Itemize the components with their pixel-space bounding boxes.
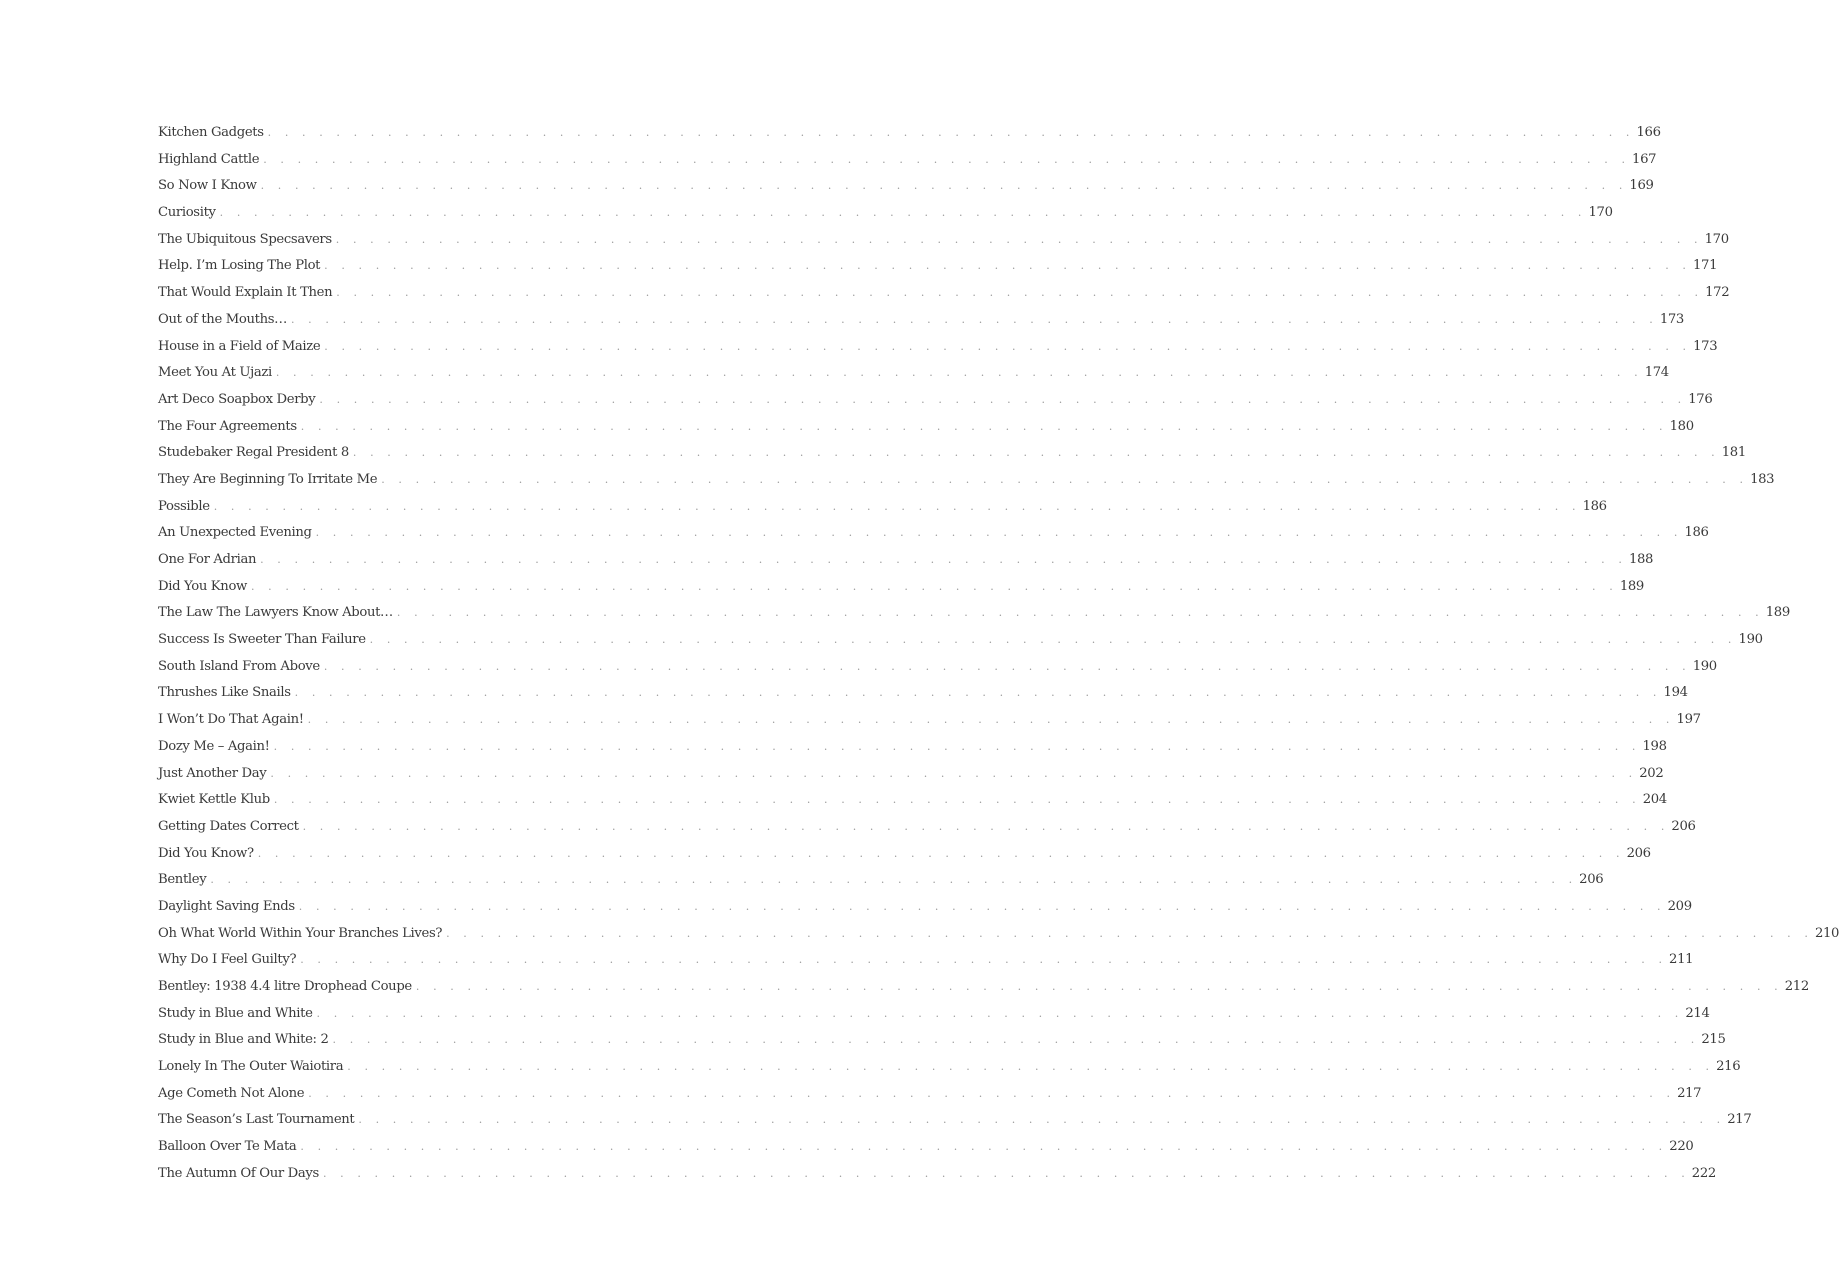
toc-entry-page: 222	[1691, 1165, 1716, 1181]
dot-leader: . . . . . . . . . . . . . . . . . . . . . . . . . . . . . . . . . . . . . . . . . . . . . . . . . . . . . . . . . . . . . . . . . . . . . . . . . . . . . . . .	[308, 1086, 1676, 1100]
toc-entry-title: Did You Know	[158, 578, 247, 594]
dot-leader: . . . . . . . . . . . . . . . . . . . . . . . . . . . . . . . . . . . . . . . . . . . . . . . . . . . . . . . . . . . . . . . . . . . . . . . . . . . . . . . .	[219, 206, 1587, 220]
toc-entry-page: 215	[1701, 1032, 1726, 1048]
toc-entry-title: Bentley	[158, 872, 207, 888]
dot-leader: . . . . . . . . . . . . . . . . . . . . . . . . . . . . . . . . . . . . . . . . . . . . . . . . . . . . . . . . . . . . . . . . . . . . . . . . . . . . . . . .	[347, 1060, 1715, 1074]
dot-leader: . . . . . . . . . . . . . . . . . . . . . . . . . . . . . . . . . . . . . . . . . . . . . . . . . . . . . . . . . . . . . . . . . . . . . . . . . . . . . . . .	[300, 419, 1668, 433]
toc-entry-title: Oh What World Within Your Branches Lives?	[158, 925, 443, 941]
dot-leader: . . . . . . . . . . . . . . . . . . . . . . . . . . . . . . . . . . . . . . . . . . . . . . . . . . . . . . . . . . . . . . . . . . . . . . . . . . . . . . . .	[323, 659, 1691, 673]
toc-entry-title: Lonely In The Outer Waiotira	[158, 1059, 344, 1075]
toc-entry-title: Dozy Me – Again!	[158, 738, 270, 754]
toc-entry-title: South Island From Above	[158, 658, 320, 674]
toc-entry[interactable]	[158, 734, 1667, 761]
toc-entry-page: 206	[1579, 872, 1604, 888]
toc-entry-page: 220	[1669, 1139, 1694, 1155]
dot-leader: . . . . . . . . . . . . . . . . . . . . . . . . . . . . . . . . . . . . . . . . . . . . . . . . . . . . . . . . . . . . . . . . . . . . . . . . . . . . . . . .	[210, 873, 1578, 887]
dot-leader: . . . . . . . . . . . . . . . . . . . . . . . . . . . . . . . . . . . . . . . . . . . . . . . . . . . . . . . . . . . . . . . . . . . . . . . . . . . . . . . .	[298, 899, 1666, 913]
toc-entry-title: Kitchen Gadgets	[158, 125, 264, 140]
dot-leader: . . . . . . . . . . . . . . . . . . . . . . . . . . . . . . . . . . . . . . . . . . . . . . . . . . . . . . . . . . . . . . . . . . . . . . . . . . . . . . . .	[263, 152, 1631, 166]
toc-entry-page: 202	[1639, 765, 1664, 781]
toc-entry-page: 173	[1659, 311, 1684, 327]
toc-entry-page: 206	[1626, 845, 1651, 861]
toc-entry-page: 181	[1721, 445, 1746, 461]
dot-leader: . . . . . . . . . . . . . . . . . . . . . . . . . . . . . . . . . . . . . . . . . . . . . . . . . . . . . . . . . . . . . . . . . . . . . . . . . . . . . . . .	[332, 1033, 1700, 1047]
toc-entry-page: 189	[1619, 578, 1644, 594]
dot-leader: . . . . . . . . . . . . . . . . . . . . . . . . . . . . . . . . . . . . . . . . . . . . . . . . . . . . . . . . . . . . . . . . . . . . . . . . . . . . . . . .	[257, 846, 1625, 860]
toc-entry-title: Meet You At Ujazi	[158, 365, 272, 381]
toc-entry-title: Out of the Mouths…	[158, 311, 287, 327]
toc-entry[interactable]	[158, 707, 1701, 734]
toc-entry-title: I Won’t Do That Again!	[158, 712, 304, 728]
toc-entry[interactable]	[158, 1054, 1741, 1081]
dot-leader: . . . . . . . . . . . . . . . . . . . . . . . . . . . . . . . . . . . . . . . . . . . . . . . . . . . . . . . . . . . . . . . . . . . . . . . . . . . . . . . .	[324, 339, 1692, 353]
dot-leader: . . . . . . . . . . . . . . . . . . . . . . . . . . . . . . . . . . . . . . . . . . . . . . . . . . . . . . . . . . . . . . . . . . . . . . . . . . . . . . . .	[381, 472, 1749, 486]
dot-leader: . . . . . . . . . . . . . . . . . . . . . . . . . . . . . . . . . . . . . . . . . . . . . . . . . . . . . . . . . . . . . . . . . . . . . . . . . . . . . . . .	[446, 926, 1813, 940]
toc-entry-page: 194	[1663, 685, 1688, 701]
toc-entry-page: 167	[1632, 151, 1657, 167]
dot-leader: . . . . . . . . . . . . . . . . . . . . . . . . . . . . . . . . . . . . . . . . . . . . . . . . . . . . . . . . . . . . . . . . . . . . . . . . . . . . . . . .	[273, 793, 1641, 807]
toc-entry[interactable]	[158, 814, 1696, 841]
toc-entry[interactable]	[158, 147, 1657, 174]
toc-entry[interactable]	[158, 547, 1654, 574]
toc-entry-page: 169	[1629, 178, 1654, 194]
toc-entry[interactable]	[158, 761, 1664, 788]
toc-entry-page: 214	[1685, 1005, 1710, 1021]
toc-entry[interactable]	[158, 947, 1694, 974]
toc-entry-title: Did You Know?	[158, 845, 254, 861]
toc-entry-page: 172	[1705, 285, 1730, 301]
toc-entry-page: 186	[1582, 498, 1607, 514]
toc-entry[interactable]	[158, 280, 1730, 307]
toc-entry-title: Thrushes Like Snails	[158, 685, 291, 701]
toc-entry-page: 211	[1669, 952, 1694, 968]
toc-entry-page: 166	[1636, 125, 1661, 140]
toc-entry-title: Studebaker Regal President 8	[158, 445, 349, 461]
dot-leader: . . . . . . . . . . . . . . . . . . . . . . . . . . . . . . . . . . . . . . . . . . . . . . . . . . . . . . . . . . . . . . . . . . . . . . . . . . . . . . . .	[307, 713, 1675, 727]
toc-entry[interactable]	[158, 1134, 1694, 1161]
toc-entry-page: 210	[1814, 925, 1839, 941]
toc-entry[interactable]	[158, 1107, 1752, 1134]
toc-entry[interactable]	[158, 334, 1718, 361]
toc-entry[interactable]	[158, 680, 1688, 707]
dot-leader: . . . . . . . . . . . . . . . . . . . . . . . . . . . . . . . . . . . . . . . . . . . . . . . . . . . . . . . . . . . . . . . . . . . . . . . . . . . . . . . .	[415, 980, 1783, 993]
toc-entry[interactable]	[158, 173, 1654, 200]
dot-leader: . . . . . . . . . . . . . . . . . . . . . . . . . . . . . . . . . . . . . . . . . . . . . . . . . . . . . . . . . . . . . . . . . . . . . . . . . . . . . . . .	[270, 766, 1638, 780]
toc-entry[interactable]	[158, 600, 1790, 627]
toc-entry-title: Bentley: 1938 4.4 litre Drophead Coupe	[158, 979, 412, 994]
toc-entry[interactable]	[158, 414, 1694, 441]
toc-entry-title: The Four Agreements	[158, 418, 297, 434]
toc-entry-page: 206	[1671, 818, 1696, 834]
toc-entry[interactable]	[158, 494, 1607, 521]
dot-leader: . . . . . . . . . . . . . . . . . . . . . . . . . . . . . . . . . . . . . . . . . . . . . . . . . . . . . . . . . . . . . . . . . . . . . . . . . . . . . . . .	[213, 499, 1581, 513]
toc-entry-title: The Law The Lawyers Know About…	[158, 605, 393, 621]
table-of-contents	[158, 120, 1839, 1188]
dot-leader: . . . . . . . . . . . . . . . . . . . . . . . . . . . . . . . . . . . . . . . . . . . . . . . . . . . . . . . . . . . . . . . . . . . . . . . . . . . . . . . .	[267, 126, 1635, 139]
toc-entry-page: 183	[1750, 471, 1775, 487]
dot-leader: . . . . . . . . . . . . . . . . . . . . . . . . . . . . . . . . . . . . . . . . . . . . . . . . . . . . . . . . . . . . . . . . . . . . . . . . . . . . . . . .	[319, 392, 1687, 406]
toc-entry-page: 186	[1684, 525, 1709, 541]
dot-leader: . . . . . . . . . . . . . . . . . . . . . . . . . . . . . . . . . . . . . . . . . . . . . . . . . . . . . . . . . . . . . . . . . . . . . . . . . . . . . . . .	[300, 1140, 1668, 1154]
dot-leader: . . . . . . . . . . . . . . . . . . . . . . . . . . . . . . . . . . . . . . . . . . . . . . . . . . . . . . . . . . . . . . . . . . . . . . . . . . . . . . . .	[352, 446, 1720, 460]
toc-entry-page: 212	[1784, 979, 1809, 994]
dot-leader: . . . . . . . . . . . . . . . . . . . . . . . . . . . . . . . . . . . . . . . . . . . . . . . . . . . . . . . . . . . . . . . . . . . . . . . . . . . . . . . .	[294, 686, 1662, 700]
toc-entry-page: 170	[1704, 231, 1729, 247]
dot-leader: . . . . . . . . . . . . . . . . . . . . . . . . . . . . . . . . . . . . . . . . . . . . . . . . . . . . . . . . . . . . . . . . . . . . . . . . . . . . . . . .	[260, 179, 1628, 193]
dot-leader: . . . . . . . . . . . . . . . . . . . . . . . . . . . . . . . . . . . . . . . . . . . . . . . . . . . . . . . . . . . . . . . . . . . . . . . . . . . . . . . .	[358, 1113, 1726, 1127]
toc-entry-page: 180	[1669, 418, 1694, 434]
toc-entry[interactable]	[158, 1027, 1726, 1054]
toc-entry-title: Success Is Sweeter Than Failure	[158, 632, 366, 648]
toc-entry[interactable]	[158, 1001, 1710, 1028]
toc-entry-page: 173	[1693, 338, 1718, 354]
dot-leader: . . . . . . . . . . . . . . . . . . . . . . . . . . . . . . . . . . . . . . . . . . . . . . . . . . . . . . . . . . . . . . . . . . . . . . . . . . . . . . . .	[396, 606, 1764, 620]
toc-entry-title: Age Cometh Not Alone	[158, 1085, 305, 1101]
toc-entry-title: That Would Explain It Then	[158, 285, 333, 301]
toc-entry-page: 204	[1642, 792, 1667, 808]
toc-entry-title: Just Another Day	[158, 765, 267, 781]
toc-entry-title: House in a Field of Maize	[158, 338, 321, 354]
toc-entry-page: 197	[1676, 712, 1701, 728]
toc-entry[interactable]	[158, 200, 1613, 227]
toc-entry[interactable]	[158, 574, 1644, 601]
dot-leader: . . . . . . . . . . . . . . . . . . . . . . . . . . . . . . . . . . . . . . . . . . . . . . . . . . . . . . . . . . . . . . . . . . . . . . . . . . . . . . . .	[336, 286, 1704, 300]
toc-entry-title: Curiosity	[158, 205, 216, 221]
toc-entry[interactable]	[158, 787, 1667, 814]
toc-entry[interactable]	[158, 974, 1809, 1001]
toc-entry-page: 189	[1765, 605, 1790, 621]
toc-entry-title: Daylight Saving Ends	[158, 898, 295, 914]
toc-entry[interactable]	[158, 227, 1729, 254]
toc-entry-title: They Are Beginning To Irritate Me	[158, 471, 378, 487]
toc-entry-title: The Season’s Last Tournament	[158, 1112, 355, 1128]
toc-entry-title: Why Do I Feel Guilty?	[158, 952, 297, 968]
toc-entry-title: Study in Blue and White: 2	[158, 1032, 329, 1048]
toc-entry-page: 190	[1738, 632, 1763, 648]
toc-entry-title: So Now I Know	[158, 178, 257, 194]
dot-leader: . . . . . . . . . . . . . . . . . . . . . . . . . . . . . . . . . . . . . . . . . . . . . . . . . . . . . . . . . . . . . . . . . . . . . . . . . . . . . . . .	[369, 633, 1737, 647]
toc-entry[interactable]	[158, 1081, 1702, 1108]
toc-entry[interactable]	[158, 520, 1709, 547]
toc-entry-page: 188	[1628, 552, 1654, 567]
dot-leader: . . . . . . . . . . . . . . . . . . . . . . . . . . . . . . . . . . . . . . . . . . . . . . . . . . . . . . . . . . . . . . . . . . . . . . . . . . . . . . . .	[260, 553, 1627, 566]
toc-entry[interactable]	[158, 1161, 1716, 1188]
toc-entry[interactable]	[158, 307, 1684, 334]
toc-entry-title: Getting Dates Correct	[158, 818, 299, 834]
toc-entry-page: 198	[1642, 738, 1667, 754]
toc-entry-page: 190	[1692, 658, 1717, 674]
toc-entry[interactable]	[158, 627, 1763, 654]
toc-entry[interactable]	[158, 894, 1692, 921]
toc-entry-title: Balloon Over Te Mata	[158, 1139, 297, 1155]
dot-leader: . . . . . . . . . . . . . . . . . . . . . . . . . . . . . . . . . . . . . . . . . . . . . . . . . . . . . . . . . . . . . . . . . . . . . . . . . . . . . . . .	[324, 259, 1691, 273]
toc-entry-page: 216	[1716, 1059, 1741, 1075]
toc-entry[interactable]	[158, 867, 1604, 894]
toc-entry-title: The Autumn Of Our Days	[158, 1165, 319, 1181]
toc-entry[interactable]	[158, 120, 1661, 147]
toc-entry-page: 170	[1588, 205, 1613, 221]
toc-entry[interactable]	[158, 253, 1718, 280]
toc-entry[interactable]	[158, 360, 1669, 387]
toc-entry-title: Art Deco Soapbox Derby	[158, 391, 316, 407]
toc-entry-page: 176	[1688, 391, 1713, 407]
dot-leader: . . . . . . . . . . . . . . . . . . . . . . . . . . . . . . . . . . . . . . . . . . . . . . . . . . . . . . . . . . . . . . . . . . . . . . . . . . . . . . . .	[250, 579, 1618, 593]
toc-entry-page: 209	[1667, 898, 1692, 914]
toc-entry-title: Study in Blue and White	[158, 1005, 313, 1021]
toc-entry-title: The Ubiquitous Specsavers	[158, 231, 332, 247]
dot-leader: . . . . . . . . . . . . . . . . . . . . . . . . . . . . . . . . . . . . . . . . . . . . . . . . . . . . . . . . . . . . . . . . . . . . . . . . . . . . . . . .	[275, 366, 1643, 380]
toc-entry-title: Help. I’m Losing The Plot	[158, 258, 321, 274]
dot-leader: . . . . . . . . . . . . . . . . . . . . . . . . . . . . . . . . . . . . . . . . . . . . . . . . . . . . . . . . . . . . . . . . . . . . . . . . . . . . . . . .	[315, 526, 1683, 540]
toc-entry-title: Kwiet Kettle Klub	[158, 792, 270, 808]
toc-entry[interactable]	[158, 440, 1746, 467]
toc-entry-title: An Unexpected Evening	[158, 525, 312, 541]
toc-entry-page: 217	[1677, 1085, 1702, 1101]
dot-leader: . . . . . . . . . . . . . . . . . . . . . . . . . . . . . . . . . . . . . . . . . . . . . . . . . . . . . . . . . . . . . . . . . . . . . . . . . . . . . . . .	[322, 1166, 1690, 1180]
toc-entry-page: 171	[1692, 258, 1718, 274]
toc-entry-page: 174	[1644, 365, 1669, 381]
dot-leader: . . . . . . . . . . . . . . . . . . . . . . . . . . . . . . . . . . . . . . . . . . . . . . . . . . . . . . . . . . . . . . . . . . . . . . . . . . . . . . . .	[316, 1006, 1684, 1020]
toc-entry[interactable]	[158, 467, 1775, 494]
dot-leader: . . . . . . . . . . . . . . . . . . . . . . . . . . . . . . . . . . . . . . . . . . . . . . . . . . . . . . . . . . . . . . . . . . . . . . . . . . . . . . . .	[302, 819, 1670, 833]
toc-entry-page: 217	[1727, 1112, 1752, 1128]
toc-entry-title: Possible	[158, 498, 210, 514]
toc-entry[interactable]	[158, 654, 1717, 681]
toc-entry[interactable]	[158, 387, 1713, 414]
toc-entry-title: Highland Cattle	[158, 151, 260, 167]
toc-entry[interactable]	[158, 921, 1839, 948]
dot-leader: . . . . . . . . . . . . . . . . . . . . . . . . . . . . . . . . . . . . . . . . . . . . . . . . . . . . . . . . . . . . . . . . . . . . . . . . . . . . . . . .	[335, 232, 1703, 246]
dot-leader: . . . . . . . . . . . . . . . . . . . . . . . . . . . . . . . . . . . . . . . . . . . . . . . . . . . . . . . . . . . . . . . . . . . . . . . . . . . . . . . .	[290, 312, 1658, 326]
toc-entry-title: One For Adrian	[158, 552, 257, 567]
toc-entry[interactable]	[158, 841, 1651, 868]
dot-leader: . . . . . . . . . . . . . . . . . . . . . . . . . . . . . . . . . . . . . . . . . . . . . . . . . . . . . . . . . . . . . . . . . . . . . . . . . . . . . . . .	[300, 953, 1668, 967]
dot-leader: . . . . . . . . . . . . . . . . . . . . . . . . . . . . . . . . . . . . . . . . . . . . . . . . . . . . . . . . . . . . . . . . . . . . . . . . . . . . . . . .	[273, 739, 1641, 753]
